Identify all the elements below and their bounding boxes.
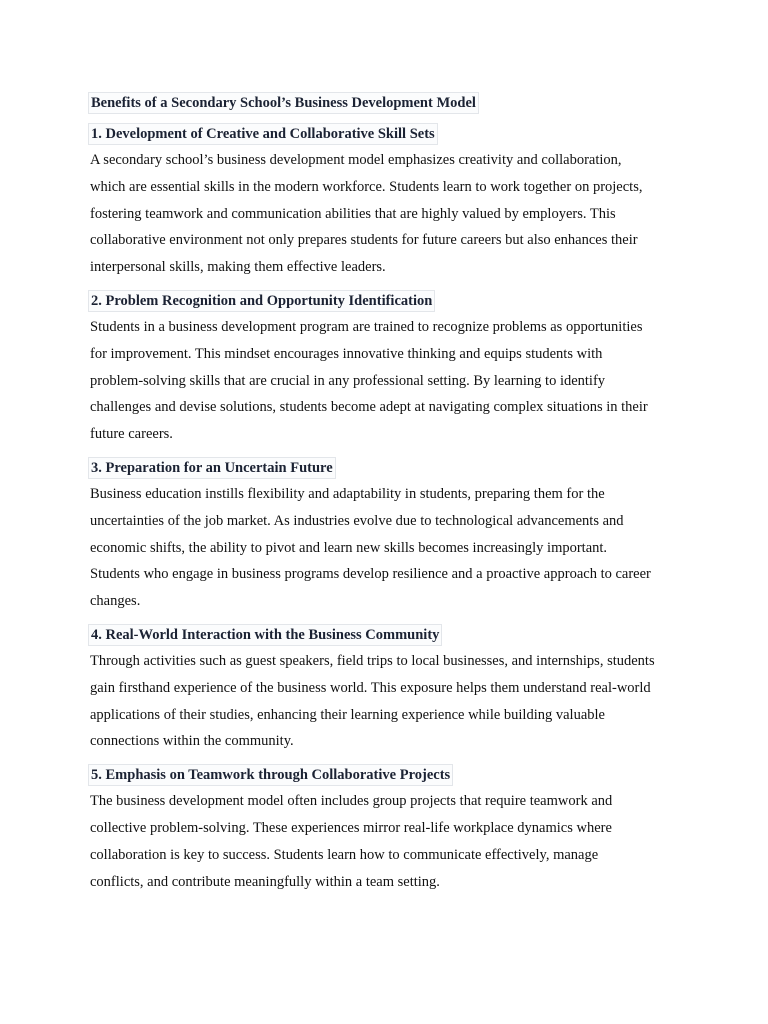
body-line: challenges and devise solutions, students become adept at navigating complex situations in their — [90, 399, 648, 416]
body-line: The business development model often includes group projects that require teamwork and — [90, 793, 613, 810]
section-body — [90, 481, 690, 615]
body-line: uncertainties of the job market. As industries evolve due to technological advancements and — [90, 512, 624, 529]
section-heading: 3. Preparation for an Uncertain Future — [88, 457, 336, 479]
body-line: Through activities such as guest speakers, field trips to local businesses, and internships, students — [90, 652, 655, 669]
body-line: future careers. — [90, 426, 173, 443]
section-creative-collaborative-skills — [90, 123, 690, 281]
section-heading: 1. Development of Creative and Collaborative Skill Sets — [88, 123, 438, 145]
document-page — [90, 92, 690, 895]
section-body — [90, 788, 690, 895]
section-teamwork-projects — [90, 764, 690, 895]
section-body — [90, 648, 690, 755]
body-line: fostering teamwork and communication abilities that are highly valued by employers. This — [90, 205, 616, 222]
body-line: connections within the community. — [90, 733, 294, 750]
body-line: conflicts, and contribute meaningfully within a team setting. — [90, 873, 440, 890]
body-line: A secondary school’s business development model emphasizes creativity and collaboration, — [90, 152, 622, 168]
body-line: collaboration is key to success. Students learn how to communicate effectively, manage — [90, 846, 599, 863]
body-line: economic shifts, the ability to pivot and learn new skills becomes increasingly important. — [90, 539, 608, 556]
body-line: problem-solving skills that are crucial in any professional setting. By learning to identify — [90, 372, 606, 389]
body-line: for improvement. This mindset encourages innovative thinking and equips students with — [90, 345, 603, 362]
section-heading: 4. Real-World Interaction with the Business Community — [88, 624, 442, 646]
section-body — [90, 147, 690, 281]
body-line: Students who engage in business programs develop resilience and a proactive approach to career — [90, 566, 651, 583]
body-line: applications of their studies, enhancing their learning experience while building valuable — [90, 706, 605, 723]
body-line: which are essential skills in the modern workforce. Students learn to work together on projects, — [90, 178, 643, 195]
section-heading: 2. Problem Recognition and Opportunity Identification — [88, 290, 435, 312]
body-line: Business education instills flexibility and adaptability in students, preparing them for the — [90, 485, 605, 502]
body-line: collaborative environment not only prepares students for future careers but also enhances their — [90, 232, 638, 249]
section-real-world-interaction — [90, 624, 690, 755]
document-title: Benefits of a Secondary School’s Business Development Model — [88, 92, 479, 114]
body-line: changes. — [90, 593, 141, 610]
body-line: Students in a business development program are trained to recognize problems as opportunities — [90, 318, 643, 335]
section-problem-recognition — [90, 290, 690, 448]
body-line: collective problem-solving. These experiences mirror real-life workplace dynamics where — [90, 819, 612, 836]
body-line: gain firsthand experience of the business world. This exposure helps them understand real-world — [90, 679, 651, 696]
section-body — [90, 314, 690, 448]
section-uncertain-future — [90, 457, 690, 615]
section-heading: 5. Emphasis on Teamwork through Collaborative Projects — [88, 764, 453, 786]
body-line: interpersonal skills, making them effective leaders. — [90, 259, 386, 276]
